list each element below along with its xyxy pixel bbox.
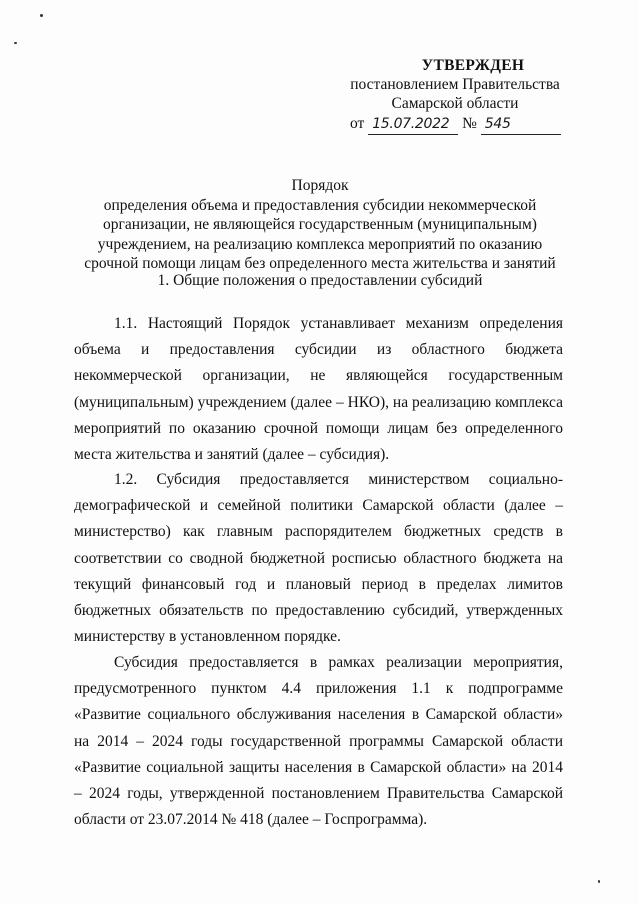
title-line-4: учреждением, на реализацию комплекса мероприятий по оказанию: [97, 235, 543, 253]
title-line-5: срочной помощи лицам без определенного места жительства и занятий: [84, 255, 556, 272]
approval-line-2: Самарской области: [391, 95, 519, 112]
scan-speck: [40, 14, 43, 17]
title-line-2: определения объема и предоставления субсидии некоммерческой: [103, 196, 537, 214]
scan-speck: [598, 880, 600, 883]
paragraph-1-1: 1.1. Настоящий Порядок устанавливает механизм определения объема и предоставления субсидии из областного бюджета некоммерческой организации, не являющейся государственным (муниципальным) учреждением (далее – НКО), на реализацию комплекса мероприятий по оказанию срочной помощи лицам без определенного места жительства и занятий (далее – субсидия).: [74, 315, 563, 464]
approved-label: УТВЕРЖДЕН: [421, 57, 525, 74]
scan-speck: [14, 42, 17, 44]
approval-date-line: [340, 114, 570, 135]
handwritten-number: 545: [481, 115, 561, 135]
paragraph-subsidy-framework: Субсидия предоставляется в рамках реализации мероприятия, предусмотренного пунктом 4.4 приложения 1.1 к подпрограмме «Развитие социального обслуживания населения в Самарской области» на 2014 – 2024 годы государственной программы Самарской области «Развитие социальной защиты населения в Самарской области» на 2014 – 2024 годы, утвержденной постановлением Правительства Самарской области от 23.07.2014 № 418 (далее – Госпрограмма).: [74, 654, 563, 829]
approval-stamp-block: [340, 56, 570, 135]
title-line-3: организации, не являющейся государственным (муниципальным): [103, 216, 537, 233]
handwritten-date: 15.07.2022: [368, 115, 458, 135]
title-line-1: Порядок: [291, 177, 349, 194]
paragraph-1-2: 1.2. Субсидия предоставляется министерством социально-демографической и семейной политики Самарской области (далее – министерство) как главным распорядителем бюджетных средств в соответствии со сводной бюджетной росписью областного бюджета на текущий финансовый год и плановый период в пределах лимитов бюджетных обязательств по предоставлению субсидий, утвержденных министерству в установленном порядке.: [74, 471, 563, 646]
section-heading: 1. Общие положения о предоставлении субсидий: [157, 272, 483, 289]
document-title: [60, 176, 580, 274]
number-prefix: №: [462, 115, 477, 132]
approval-line-1: постановлением Правительства: [350, 76, 560, 93]
date-prefix: от: [350, 115, 365, 132]
